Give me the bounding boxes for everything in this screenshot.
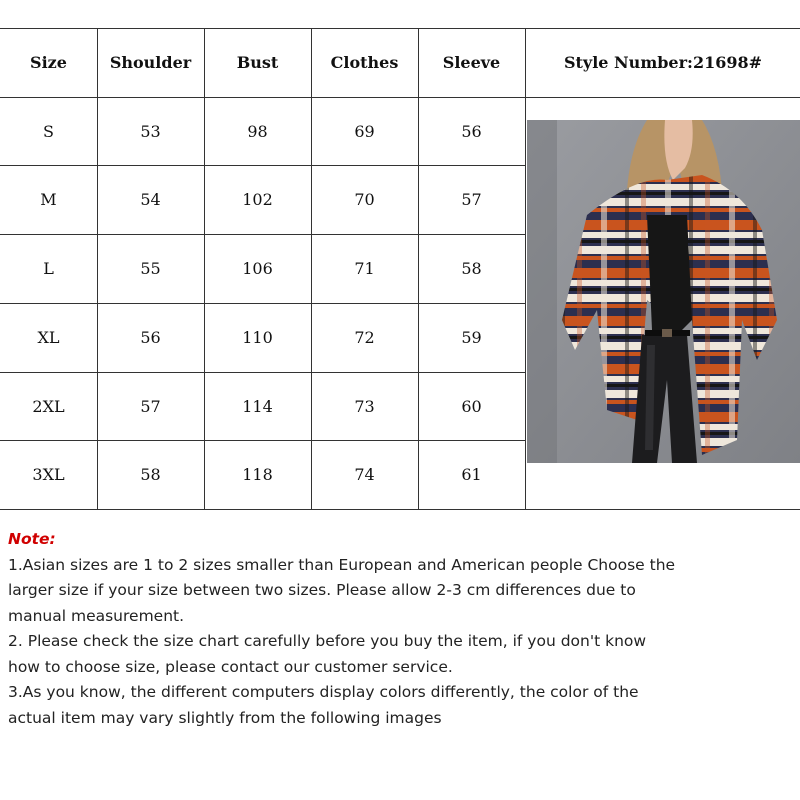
- table-cell-shoulder: 54: [140, 190, 161, 209]
- table-cell-sleeve: 59: [461, 328, 482, 347]
- table-cell-size: 2XL: [32, 396, 65, 416]
- table-cell-shoulder: 56: [140, 328, 161, 347]
- table-cell-bust: 102: [242, 190, 273, 209]
- table-cell-sleeve: 60: [461, 396, 482, 416]
- table-cell-sleeve: 56: [461, 121, 482, 141]
- table-cell-clothes: 74: [354, 465, 375, 484]
- product-photo-illustration: [527, 120, 800, 463]
- table-cell-sleeve: 57: [461, 190, 482, 209]
- table-cell-shoulder: 53: [140, 121, 161, 141]
- note-line-1: 1.Asian sizes are 1 to 2 sizes smaller than European and American people Choose the larger size if your size between two sizes. Please allow 2-3 cm differences due to manual measurement.: [8, 555, 676, 625]
- header-size: Size: [30, 53, 67, 72]
- table-cell-sleeve: 58: [461, 259, 482, 278]
- table-cell-clothes: 73: [354, 396, 375, 416]
- note-line-3: 3.As you know, the different computers display colors differently, the color of the actual item may vary slightly from the following images: [8, 683, 639, 727]
- table-cell-shoulder: 58: [140, 465, 161, 484]
- notes-section: [8, 527, 678, 731]
- table-cell-bust: 118: [242, 465, 273, 484]
- table-cell-size: L: [43, 259, 54, 278]
- table-cell-bust: 114: [242, 396, 273, 416]
- table-cell-shoulder: 55: [140, 259, 161, 278]
- note-line-2: 2. Please check the size chart carefully before you buy the item, if you don't know how to choose size, please contact our customer service.: [8, 632, 647, 676]
- table-cell-bust: 98: [247, 121, 268, 141]
- product-photo: [527, 120, 800, 463]
- header-shoulder: Shoulder: [109, 53, 192, 72]
- style-number: Style Number:21698#: [563, 53, 763, 72]
- header-clothes: Clothes: [330, 53, 399, 72]
- grid-line: [525, 28, 526, 510]
- table-cell-size: M: [40, 190, 57, 209]
- table-cell-bust: 110: [242, 328, 273, 347]
- grid-line: [0, 509, 800, 510]
- table-cell-size: 3XL: [32, 465, 65, 484]
- notes-title: Note:: [8, 530, 56, 548]
- table-cell-shoulder: 57: [140, 396, 161, 416]
- table-cell-clothes: 72: [354, 328, 375, 347]
- table-cell-sleeve: 61: [461, 465, 482, 484]
- table-cell-clothes: 69: [354, 121, 375, 141]
- table-cell-clothes: 70: [354, 190, 375, 209]
- table-cell-bust: 106: [242, 259, 273, 278]
- table-cell-size: XL: [37, 328, 60, 347]
- table-cell-size: S: [43, 121, 54, 141]
- header-bust: Bust: [236, 53, 279, 72]
- table-cell-clothes: 71: [354, 259, 375, 278]
- header-sleeve: Sleeve: [442, 53, 501, 72]
